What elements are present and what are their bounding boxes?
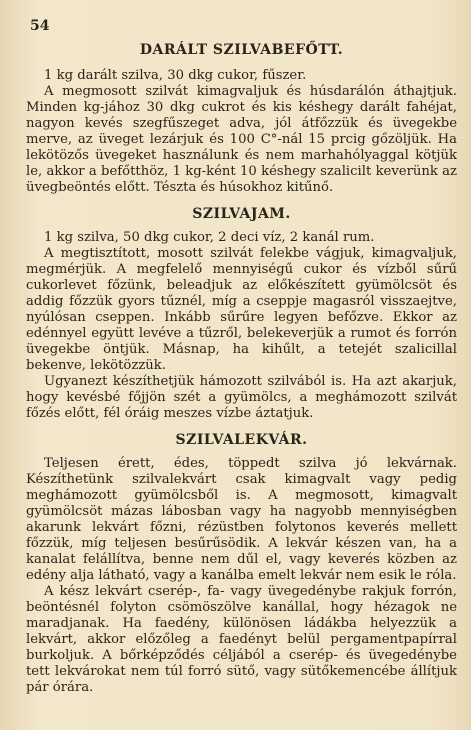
ingredients-szilvabefott: 1 kg darált szilva, 30 dkg cukor, fűszer.: [44, 68, 307, 83]
storage-szilvalekvar: A kész lekvárt cserép-, fa- vagy üvegedénybe rakjuk forrón, beöntésnél folyton csömöszölve kanállal, hogy hézagok ne maradjanak. Ha faedény, különösen ládákba helyezzük a lekvárt, akkor előzőleg a faedényt belül pergamentpapírral burkoljuk. A bőrképződés céljából a cserép- és üvegedénybe tett lekvárokat nem túl forró sütő, vagy sütőkemencébe állítjuk pár órára.: [26, 584, 457, 695]
method-szilvabefott: A megmosott szilvát kimagvaljuk és húsdarálón áthajtjuk. Minden kg-jához 30 dkg cukrot és kis késhegy darált fahéjat, nagyon kevés szegfűszeget adva, jól átfőzzük és üvegekbe merve, az üveget lezárjuk és 100 C°-nál 15 prcig gőzöljük. Ha lekötözős üvegeket használunk és nem marhahólyaggal kötjük le, akkor a befőtthöz, 1 kg-ként 10 késhegy szalicilt keverünk az üvegbeöntés előtt. Tészta és húsokhoz kitűnő.: [26, 84, 457, 195]
variant-szilvajam: Ugyanezt készíthetjük hámozott szilvából is. Ha azt akarjuk, hogy kevésbé főjjön szét a gyümölcs, a meghámozott szilvát főzés előtt, fél óráig meszes vízbe áztatjuk.: [26, 374, 457, 421]
method-szilvajam: A megtisztított, mosott szilvát felekbe vágjuk, kimagvaljuk, megmérjük. A megfelelő mennyiségű cukor és vízből sűrű cukorlevet főzünk, beleadjuk az előkészített gyümölcsöt és addig főzzük gyors tűznél, míg a cseppje magasról visszaejtve, nyúlósan cseppen. Inkább sűrűre legyen befőzve. Ekkor az edénnyel együtt levéve a tűzről, belekeverjük a rumot és forrón üvegekbe öntjük. Másnap, ha kihűlt, a tetejét szalicillal bekenve, lekötözzük.: [26, 246, 457, 373]
section-title-szilvalekvar: SZILVALEKVÁR.: [175, 432, 308, 448]
page-number: 54: [30, 18, 50, 34]
section-title-szilvajam: SZILVAJAM.: [192, 206, 291, 222]
method-szilvalekvar: Teljesen érett, édes, töppedt szilva jó lekvárnak. Készíthetünk szilvalekvárt csak kimagvalt vagy pedig meghámozott gyümölcsből is. A megmosott, kimagvalt gyümölcsöt mázas lábosban vagy ha nagyobb mennyiségben akarunk lekvárt főzni, rézüstben folytonos keverés mellett főzzük, míg teljesen besűrűsödik. A lekvár készen van, ha a kanalat felállítva, benne nem dűl el, vagy keverés közben az edény alja látható, vagy a kanálba emelt lekvár nem esik le róla.: [26, 456, 457, 583]
section-title-szilvabefott: DARÁLT SZILVABEFŐTT.: [139, 42, 344, 58]
ingredients-szilvajam: 1 kg szilva, 50 dkg cukor, 2 deci víz, 2 kanál rum.: [44, 230, 375, 245]
